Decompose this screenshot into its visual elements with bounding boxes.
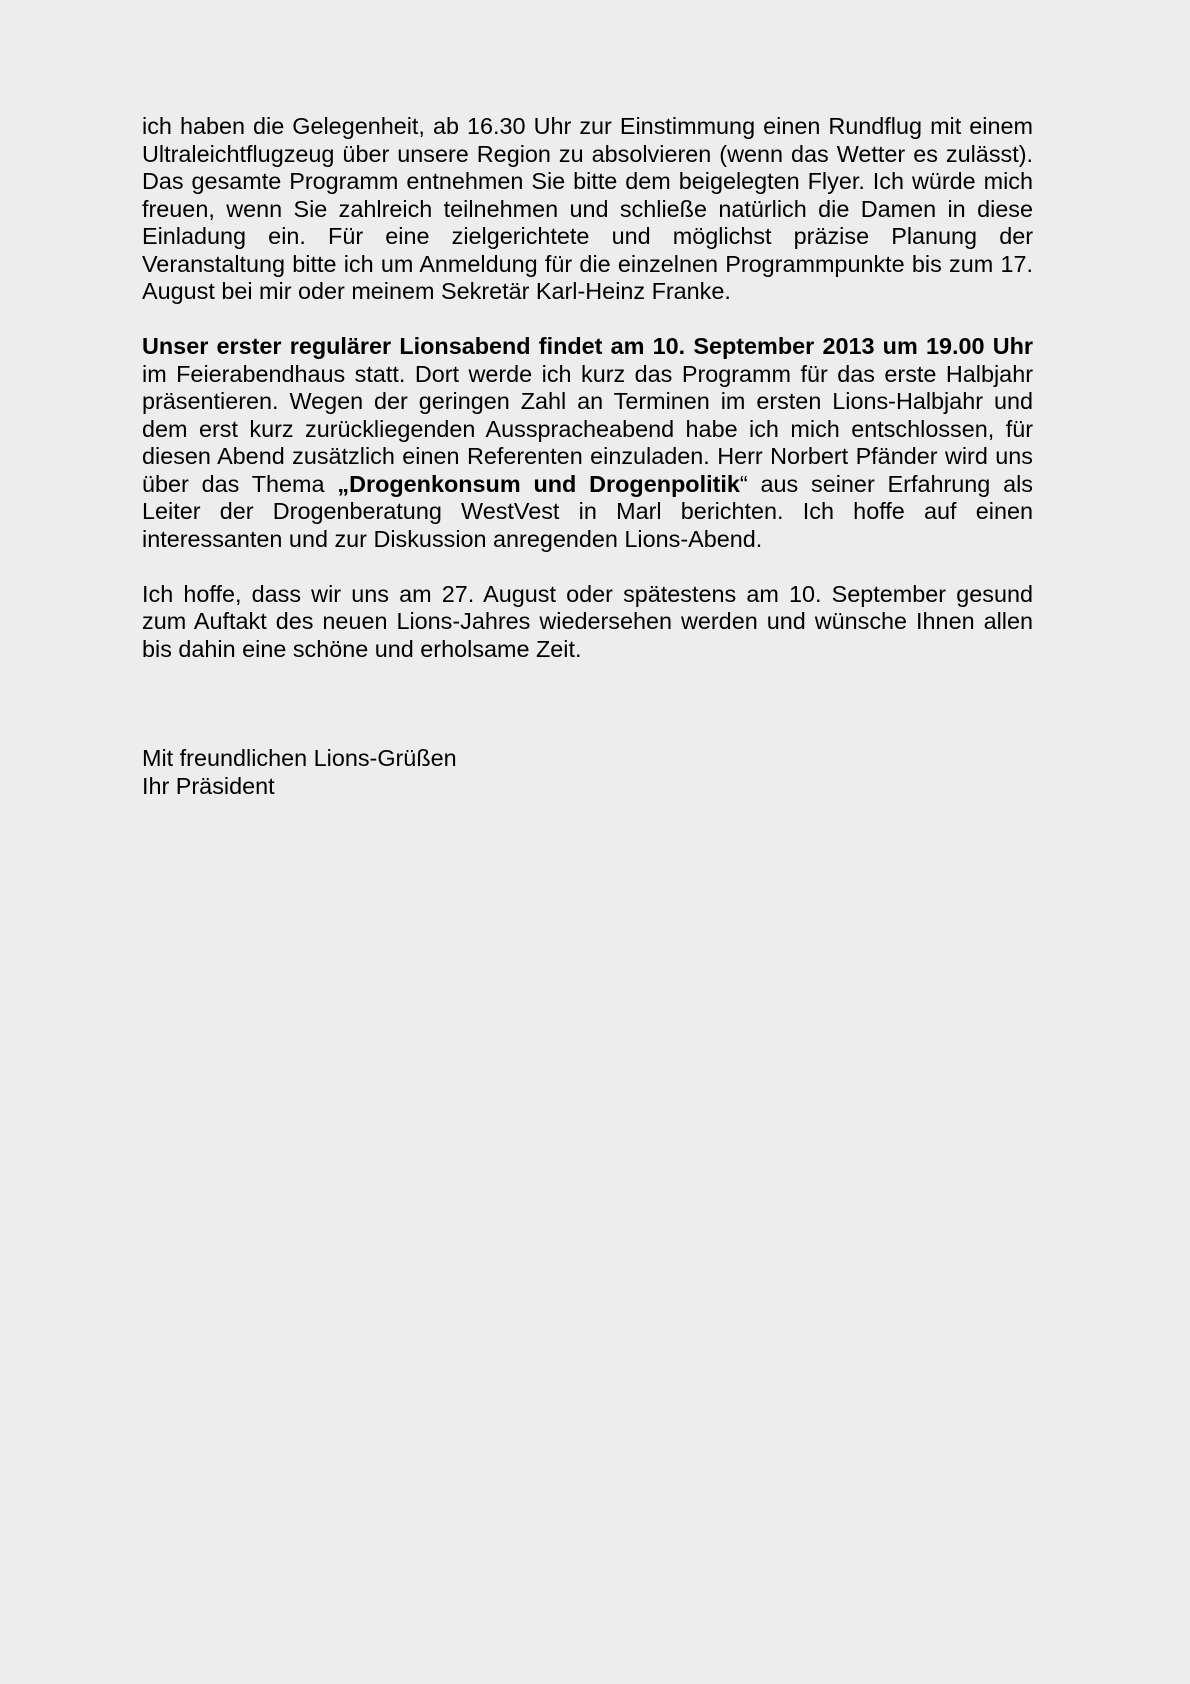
signature-line: Ihr Präsident [142,772,275,799]
closing-block [142,745,1033,800]
paragraph-first-meeting [142,333,1033,553]
letter-body [142,113,1033,800]
talk-topic-bold: „Drogenkonsum und Drogenpolitik [337,470,740,497]
meeting-description: im Feierabendhaus statt. Dort werde ich kurz das Programm für das erste Halbjahr präsentieren. Wegen der geringen Zahl an Terminen im ersten Lions-Halbjahr und dem erst kurz zurückliegenden Ausspracheabend habe ich mich entschlossen, für diesen Abend zusätzlich einen Referenten einzuladen. Herr Norbert Pfänder wird uns über das Thema [142,360,1033,497]
paragraph-farewell: Ich hoffe, dass wir uns am 27. August oder spätestens am 10. September gesund zum Auftakt des neuen Lions-Jahres wiedersehen werden und wünsche Ihnen allen bis dahin eine schöne und erholsame Zeit. [142,580,1033,662]
closing-greeting: Mit freundlichen Lions-Grüßen [142,745,457,771]
meeting-date-bold: Unser erster regulärer Lionsabend findet am 10. September 2013 um 19.00 Uhr [142,333,1033,359]
meeting-description-end: “ aus seiner Erfahrung als Leiter der Drogenberatung WestVest in Marl berichten. Ich hoffe auf einen interessanten und zur Diskussion anregenden Lions-Abend. [142,470,1034,552]
paragraph-flight-program: ich haben die Gelegenheit, ab 16.30 Uhr zur Einstimmung einen Rundflug mit einem Ultraleichtflugzeug über unsere Region zu absolvieren (wenn das Wetter es zulässt). Das gesamte Programm entnehmen Sie bitte dem beigelegten Flyer. Ich würde mich freuen, wenn Sie zahlreich teilnehmen und schließe natürlich die Damen in diese Einladung ein. Für eine zielgerichtete und möglichst präzise Planung der Veranstaltung bitte ich um Anmeldung für die einzelnen Programmpunkte bis zum 17. August bei mir oder meinem Sekretär Karl-Heinz Franke. [142,113,1033,304]
